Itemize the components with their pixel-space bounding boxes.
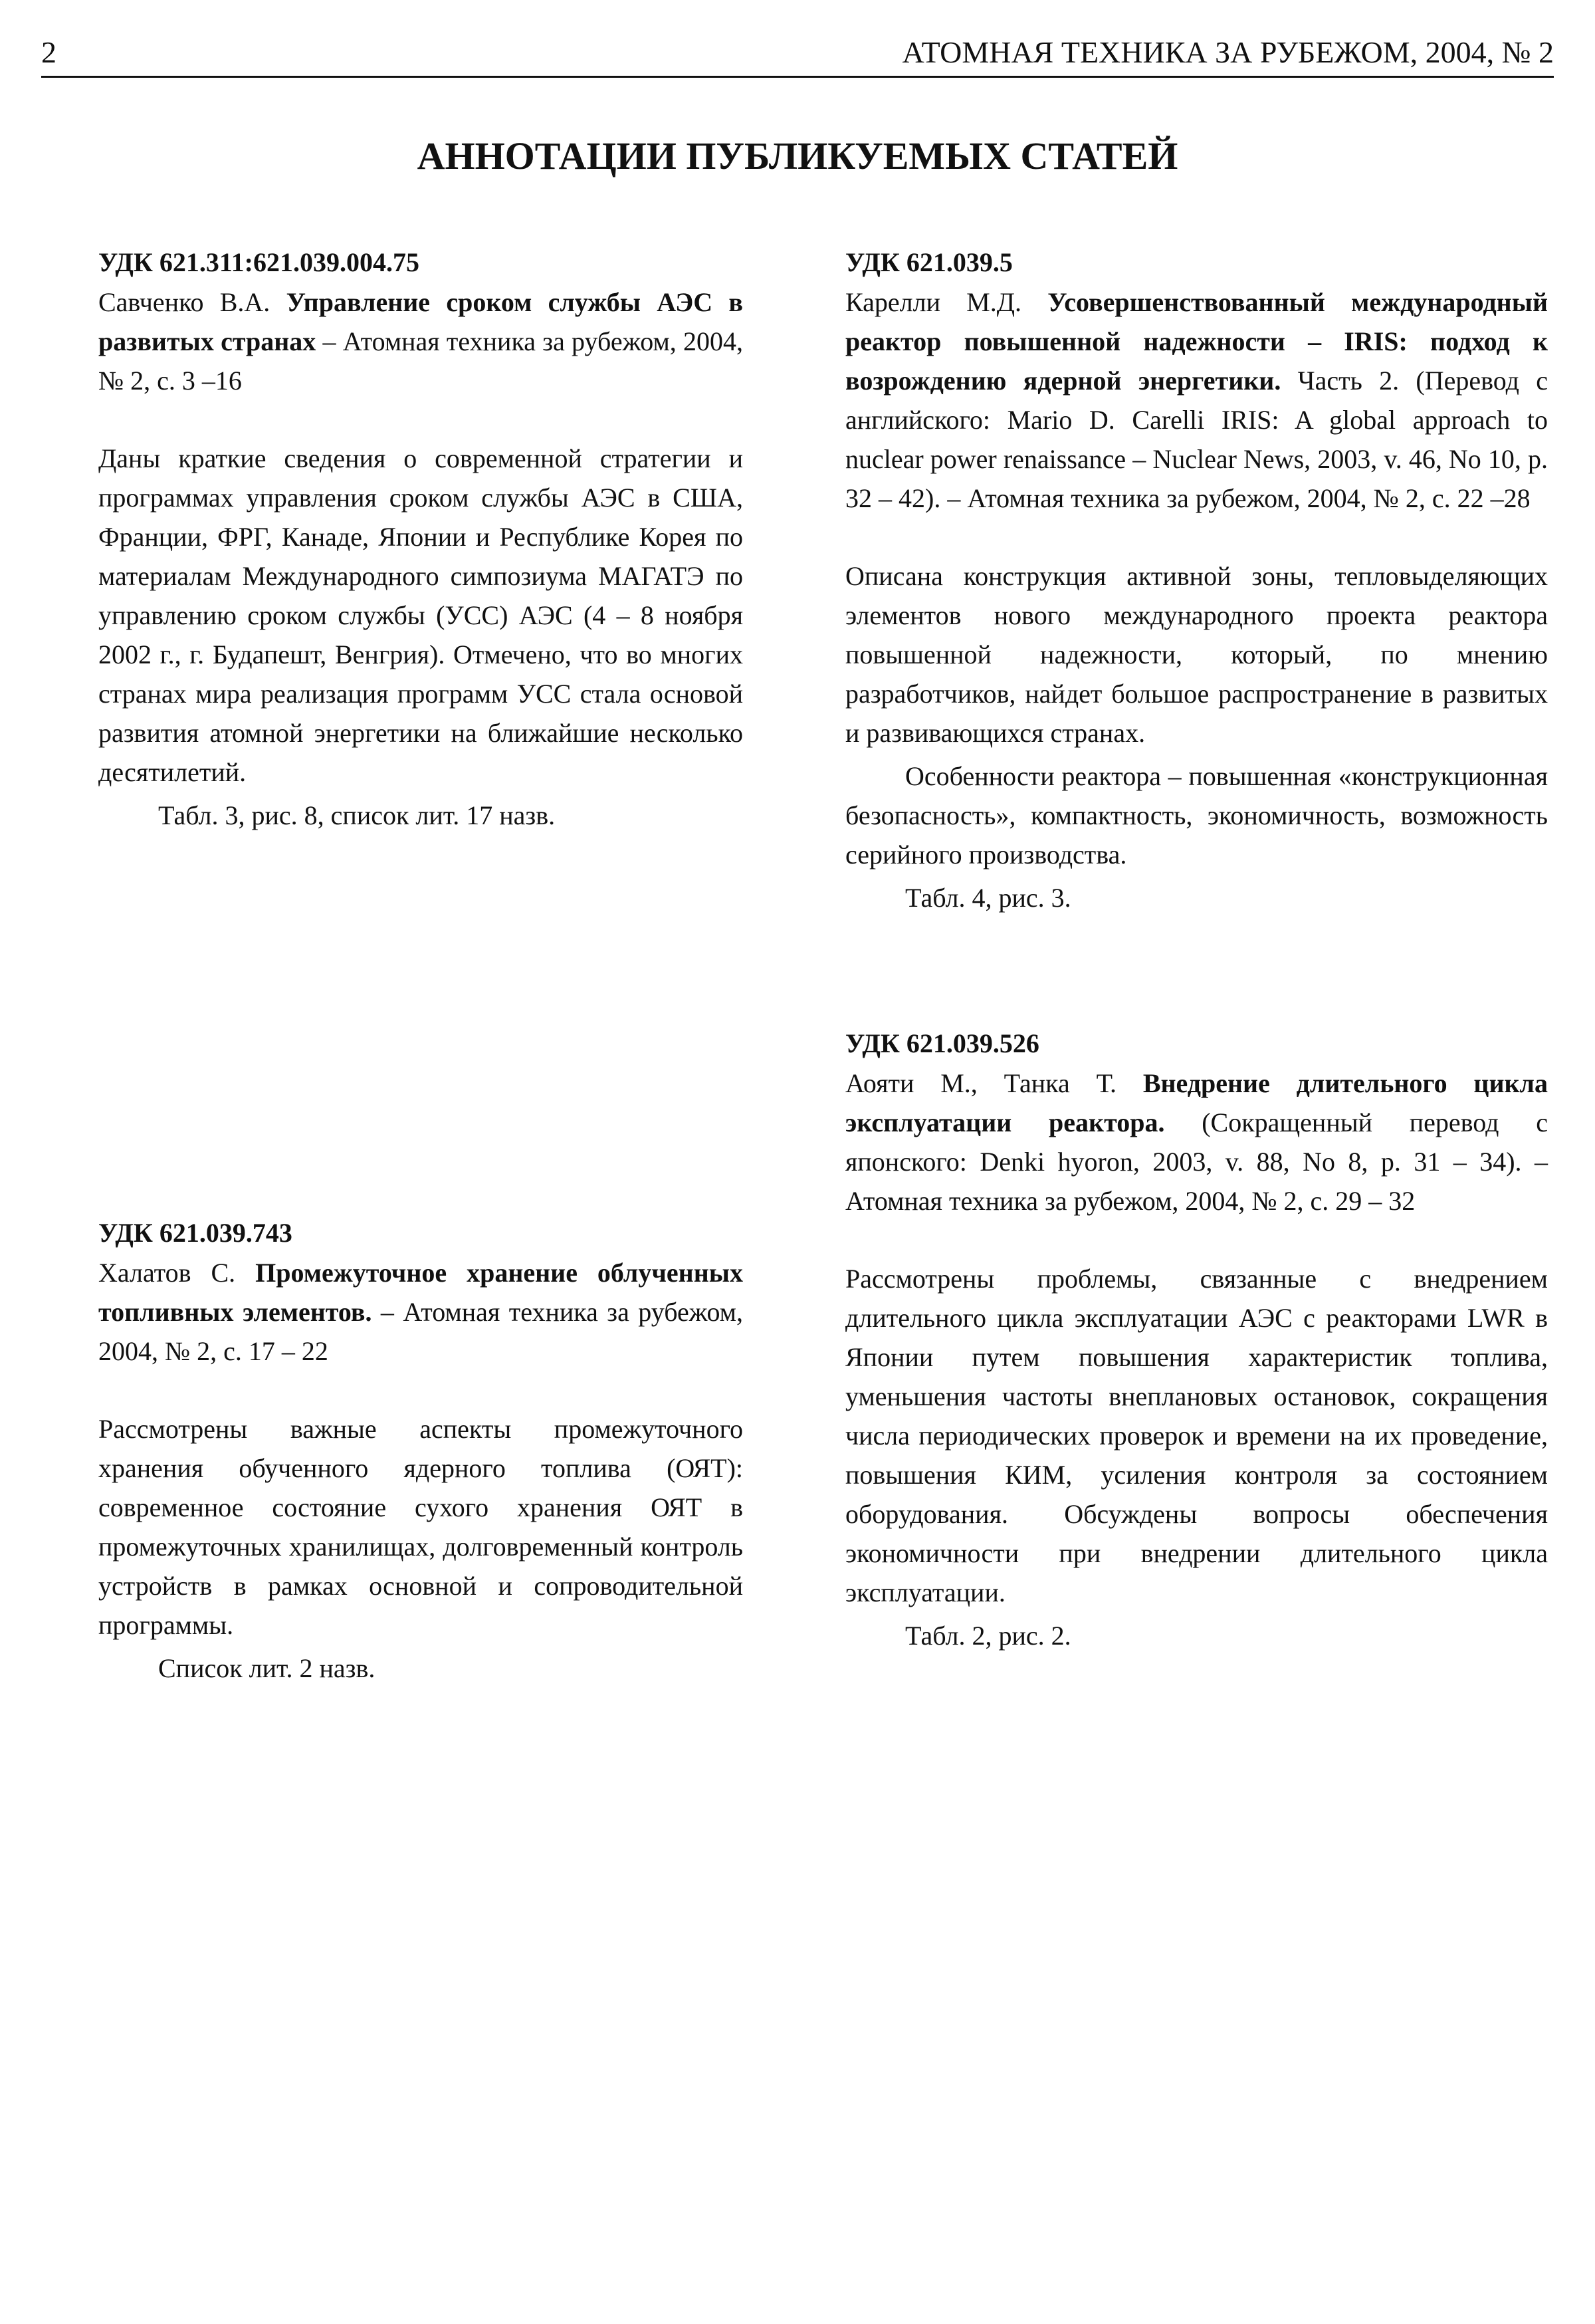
article-title: Промежуточное хранение облученных топливных элементов.	[98, 1258, 743, 1327]
journal-title: АТОМНАЯ ТЕХНИКА ЗА РУБЕЖОМ, 2004, № 2	[902, 35, 1554, 69]
abstract-text: Описана конструкция активной зоны, тепловыделяющих элементов нового международного проекта реактора повышенной надежности, который, по мнению разработчиков, найдет большое распространение в развитых и развивающихся странах.	[845, 561, 1548, 748]
running-header	[41, 29, 1554, 78]
article-title: Усовершенствованный международный реактор повышенной надежности – IRIS: подход к возрождению ядерной энергетики.	[845, 287, 1548, 396]
article-annotation	[845, 1024, 1548, 1655]
article-annotation	[845, 243, 1548, 917]
article-source: – Атомная техника за рубежом, 2004, № 2, с. 3 –16	[98, 326, 743, 396]
article-source: – Атомная техника за рубежом, 2004, № 2, с. 17 – 22	[98, 1297, 743, 1366]
abstract	[98, 439, 743, 792]
section-title: АННОТАЦИИ ПУБЛИКУЕМЫХ СТАТЕЙ	[417, 134, 1178, 177]
article-authors: Карелли М.Д.	[845, 287, 1022, 317]
article-annotation	[98, 1213, 743, 1688]
article-source: (Сокращенный перевод с японского: Denki hyoron, 2003, v. 88, No 8, p. 31 – 34). – Атомная техника за рубежом, 2004, № 2, с. 29 – 32	[845, 1107, 1548, 1216]
citation	[845, 283, 1548, 518]
citation	[98, 283, 743, 400]
article-source: Часть 2. (Перевод с английского: Mario D. Carelli IRIS: A global approach to nuclear power renaissance – Nuclear News, 2003, v. 46, No 10, p. 32 – 42). – Атомная техника за рубежом, 2004, № 2, с. 22 –28	[845, 366, 1548, 513]
udk-code: УДК 621.039.743	[98, 1218, 292, 1248]
udk-code: УДК 621.311:621.039.004.75	[98, 247, 419, 277]
citation	[98, 1253, 743, 1371]
article-title: Внедрение длительного цикла эксплуатации реактора.	[845, 1068, 1548, 1137]
abstract	[845, 556, 1548, 874]
article-authors: Аояти М., Танка Т.	[845, 1068, 1116, 1098]
page-number: 2	[41, 35, 56, 69]
bibliography-note: Табл. 2, рис. 2.	[905, 1621, 1071, 1651]
abstract-text: Рассмотрены важные аспекты промежуточного хранения обученного ядерного топлива (ОЯТ): современное состояние сухого хранения ОЯТ в промежуточных хранилищах, долговременный контроль устройств в рамках основной и сопроводительной программы.	[98, 1414, 743, 1640]
udk-code: УДК 621.039.5	[845, 247, 1013, 277]
article-title: Управление сроком службы АЭС в развитых странах	[98, 287, 744, 356]
article-authors: Савченко В.А.	[98, 287, 270, 317]
udk-code: УДК 621.039.526	[845, 1028, 1039, 1058]
abstract	[98, 1409, 743, 1645]
article-authors: Халатов С.	[98, 1258, 236, 1288]
abstract-text-continued: Особенности реактора – повышенная «конструкционная безопасность», компактность, экономичность, возможность серийного производства.	[845, 761, 1548, 870]
article-annotation	[98, 243, 743, 835]
citation	[845, 1064, 1548, 1220]
abstract-text: Даны краткие сведения о современной стратегии и программах управления сроком службы АЭС в США, Франции, ФРГ, Канаде, Японии и Республике Корея по материалам Международного симпозиума МАГАТЭ по управлению сроком службы (УСС) АЭС (4 – 8 ноября 2002 г., г. Будапешт, Венгрия). Отмечено, что во многих странах мира реализация программ УСС стала основой развития атомной энергетики на ближайшие несколько десятилетий.	[98, 443, 743, 787]
abstract-text: Рассмотрены проблемы, связанные с внедрением длительного цикла эксплуатации АЭС с реакторами LWR в Японии путем повышения характеристик топлива, уменьшения частоты внеплановых остановок, сокращения числа периодических проверок и времени на их проведение, повышения КИМ, усиления контроля за состоянием оборудования. Обсуждены вопросы обеспечения экономичности при внедрении длительного цикла эксплуатации.	[845, 1264, 1548, 1607]
abstract	[845, 1259, 1548, 1612]
bibliography-note: Табл. 3, рис. 8, список лит. 17 назв.	[158, 800, 556, 830]
bibliography-note: Список лит. 2 назв.	[158, 1653, 375, 1683]
bibliography-note: Табл. 4, рис. 3.	[905, 883, 1071, 913]
